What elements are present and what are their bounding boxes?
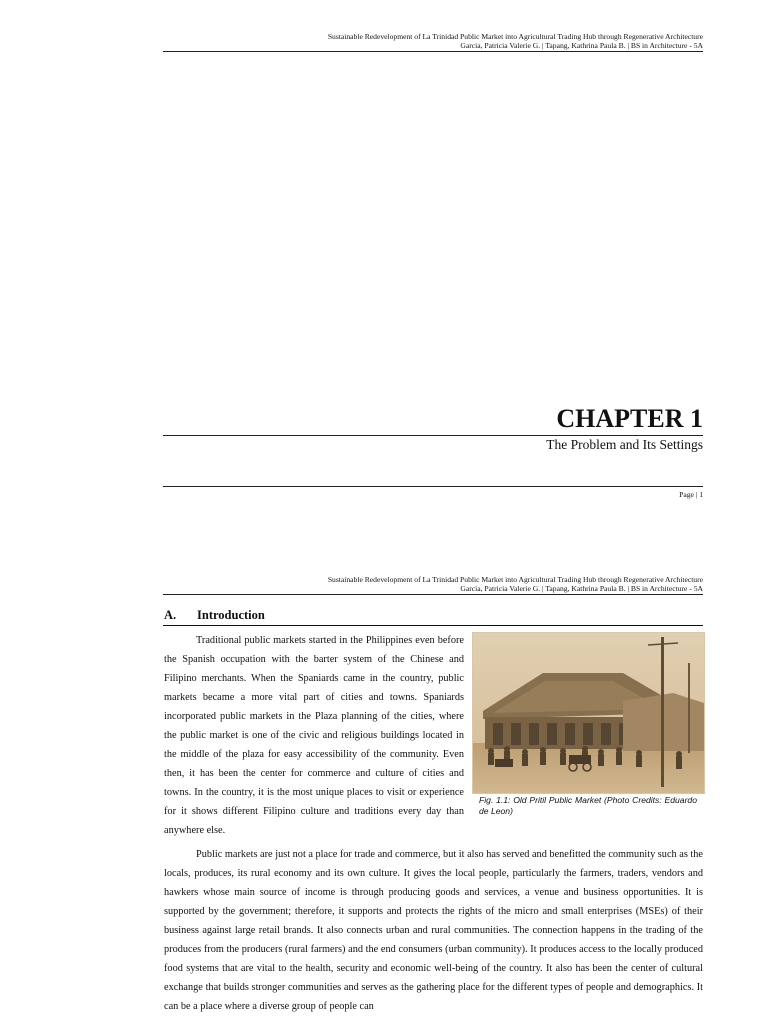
running-header-page2 [163,575,703,593]
market-photo [472,632,705,794]
chapter-rule [163,435,703,436]
section-title: Introduction [197,608,265,622]
figure-caption: Fig. 1.1: Old Pritil Public Market (Photo Credits: Eduardo de Leon) [479,795,697,816]
intro-column [164,631,464,840]
header-rule [163,594,703,595]
footer-rule [163,486,703,487]
header-authors: Garcia, Patricia Valerie G. | Tapang, Kathrina Paula B. | BS in Architecture - 5A [460,41,703,50]
running-header-page1 [163,32,703,50]
header-title: Sustainable Redevelopment of La Trinidad Public Market into Agricultural Trading Hub through Regenerative Architecture [327,32,703,41]
section-rule [163,625,703,626]
section-heading [164,607,704,623]
header-title: Sustainable Redevelopment of La Trinidad Public Market into Agricultural Trading Hub through Regenerative Architecture [327,575,703,584]
header-authors: Garcia, Patricia Valerie G. | Tapang, Kathrina Paula B. | BS in Architecture - 5A [460,584,703,593]
chapter-title: CHAPTER 1 [556,404,703,433]
section-letter: A. [164,608,177,622]
body-section [164,845,703,1016]
body-paragraph: Public markets are just not a place for trade and commerce, but it also has served and benefitted the community such as the locals, produces, its rural economy and its own culture. It gives the local people, particularly the farmers, traders, vendors and hawkers whose main source of income is through producing goods and services, a venue and business opportunities. It is supported by the government; therefore, it supports and protects the rights of the micro and small enterprises (MSEs) of their business against large retail brands. It also connects urban and rural communities. The connection happens in the trading of the produces from the producers (rural farmers) and the end consumers (urban community). It produces access to the locally produced food systems that are vital to the health, security and economic well-being of the country. It also has been the center of cultural exchange that builds stronger communities and serves as the gathering place for the different types of people and demographics. It can be a place where a diverse group of people can [164,849,703,1012]
intro-paragraph: Traditional public markets started in the Philippines even before the Spanish occupation with the barter system of the Chinese and Filipino merchants. When the Spaniards came in the country, public markets became a more vital part of cities and towns. Spaniards incorporated public markets in the Plaza planning of the cities, where the public market is one of the civic and religious buildings located in the middle of the plaza for easy accessibility of the community. Even then, it has been the center for commerce and culture of cities and towns. In the country, it is the most unique places to visit or experience for it shows different Filipino culture and traditions every day than anywhere else. [164,635,464,836]
page-number: Page | 1 [679,490,703,499]
chapter-subtitle: The Problem and Its Settings [546,437,703,452]
header-rule [163,51,703,52]
